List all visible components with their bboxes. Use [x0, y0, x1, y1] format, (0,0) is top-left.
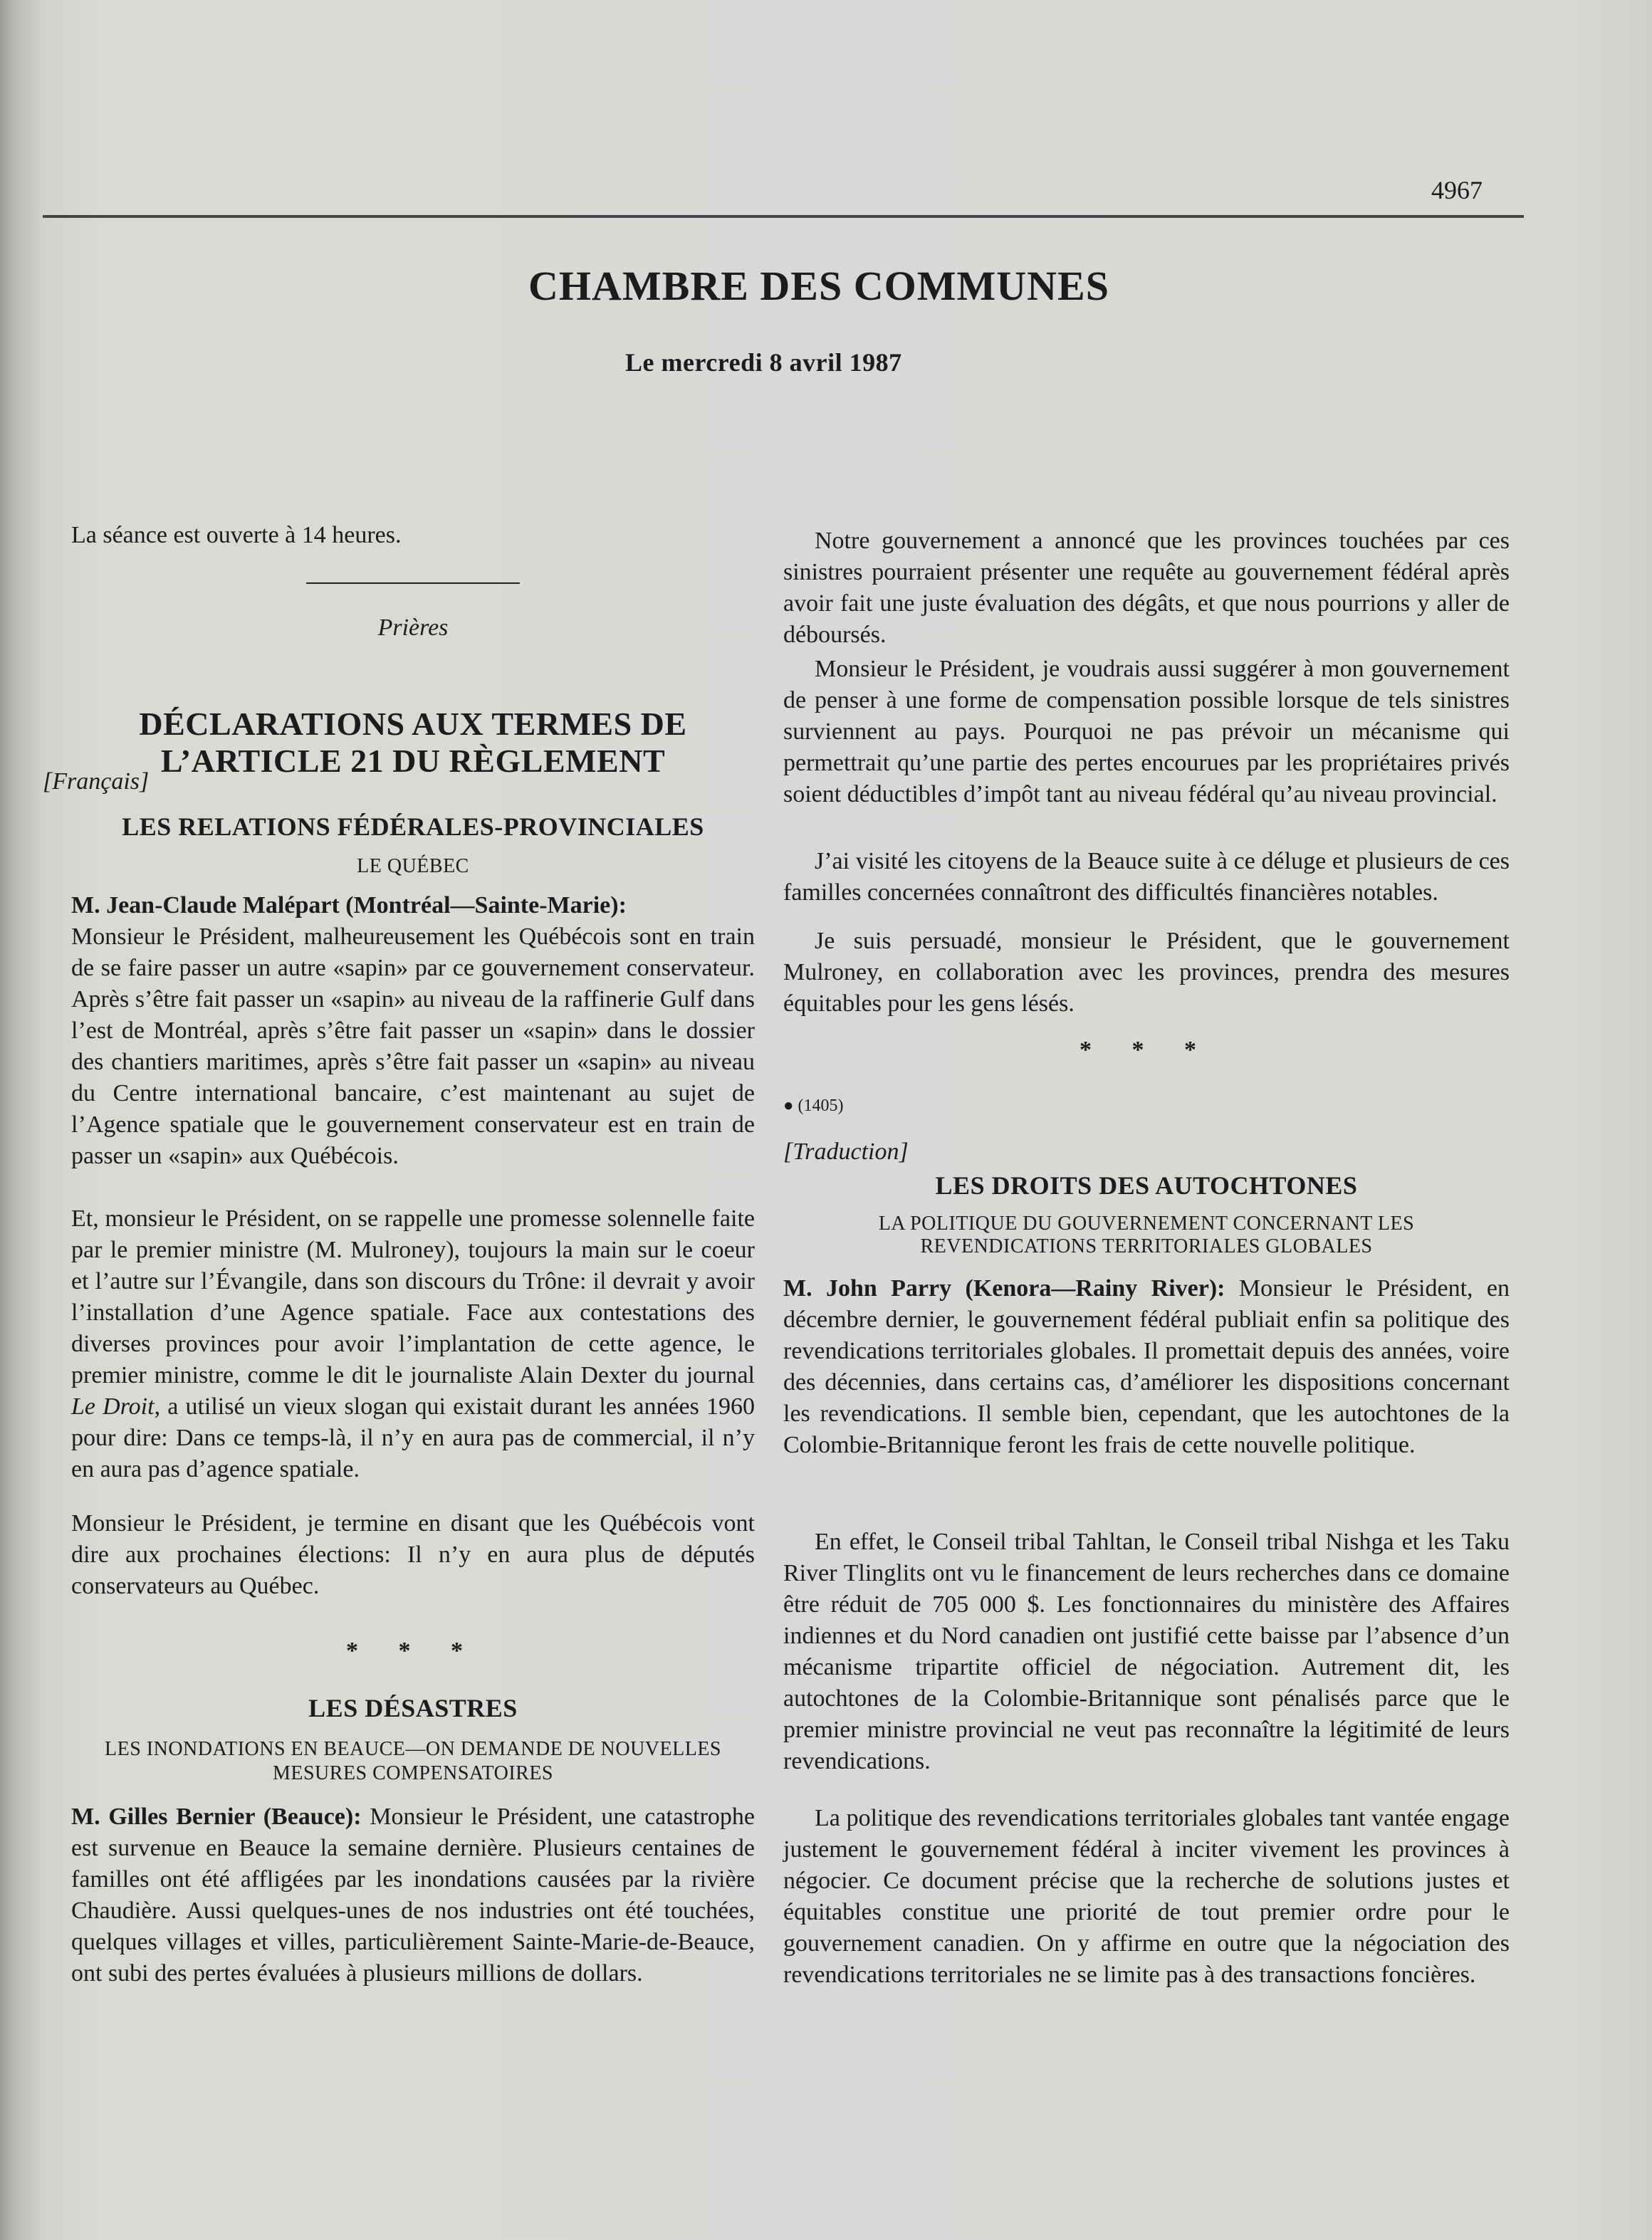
session-date: Le mercredi 8 avril 1987 — [625, 348, 902, 377]
language-tag-francais: [Français] — [43, 768, 150, 795]
topic-heading-relations: LES RELATIONS FÉDÉRALES-PROVINCIALES — [122, 812, 704, 841]
parry-paragraph-2: En effet, le Conseil tribal Tahltan, le Conseil tribal Nishga et les Taku River Tlinglits ont vu le financement de leurs recherches dans ce domaine être réduit de 705 000 $. Les fonctionnaires du ministère des Affaires indiennes et du Nord canadien ont justifié cette baisse par l’absence d’un mécanisme tripartite officiel de négociation. Autrement dit, les autochtones de la Colombie-Britannique sont pénalisés parce que le premier ministre provincial ne veut pas reconnaître la légitimité de leurs revendications. — [783, 1529, 1510, 1774]
time-marker: ● (1405) — [783, 1097, 844, 1115]
prayers-label: Prières — [377, 614, 449, 641]
bernier-paragraph-2: Notre gouvernement a annoncé que les provinces touchées par ces sinistres pourraient présenter une requête au gouvernement fédéral après avoir fait une juste évaluation des dégâts, et que nous pourrions y aller de déboursés. — [783, 528, 1510, 648]
text-run: , a utilisé un vieux slogan qui existait durant les années 1960 pour dire: Dans ce temps-là, il n’y en aura pas de commercial, il n’y en aura pas d’agence spatiale. — [71, 1393, 756, 1482]
topic-heading-autochtones: LES DROITS DES AUTOCHTONES — [935, 1171, 1358, 1200]
topic-subheading-quebec: LE QUÉBEC — [357, 855, 469, 877]
language-tag-traduction: [Traduction] — [783, 1139, 909, 1165]
parry-text: Monsieur le Président, en décembre dernier, le gouvernement fédéral publiait enfin sa politique des revendications territoriales globales. Il promettait depuis des années, voire des décennies, dans certains cas, d’améliorer les dispositions concernant les revendications. Il semble bien, cependant, que les autochtones de la Colombie-Britannique feront les frais de cette nouvelle politique. — [783, 1275, 1510, 1458]
bernier-paragraph-1 — [71, 1801, 755, 1989]
malepart-paragraph-3: Monsieur le Président, je termine en disant que les Québécois vont dire aux prochaines élections: Il n’y en aura plus de députés conservateurs au Québec. — [71, 1510, 755, 1599]
speaker-malepart: M. Jean-Claude Malépart (Montréal—Sainte-Marie): — [71, 892, 627, 918]
topic-subheading-politique-1: LA POLITIQUE DU GOUVERNEMENT CONCERNANT LES — [878, 1213, 1415, 1235]
separator-stars: * * * — [346, 1638, 480, 1664]
malepart-paragraph-2 — [71, 1203, 755, 1485]
header-rule — [43, 215, 1524, 218]
section-title-line2: L’ARTICLE 21 DU RÈGLEMENT — [160, 743, 666, 779]
topic-subheading-inondations-2: MESURES COMPENSATOIRES — [272, 1762, 554, 1784]
time-marker-text: (1405) — [798, 1097, 844, 1115]
opening-line: La séance est ouverte à 14 heures. — [71, 522, 402, 548]
speaker-parry: M. John Parry (Kenora—Rainy River): — [783, 1275, 1225, 1302]
page-number: 4967 — [1431, 176, 1483, 204]
text-run: Et, monsieur le Président, on se rappelle une promesse solennelle faite par le premier ministre (M. Mulroney), toujours la main sur le coeur et l’autre sur l’Évangile, dans son discours du Trône: il devrait y avoir l’installation d’une Agence spatiale. Face aux contestations des diverses provinces pour avoir l’implantation de cette agence, le premier ministre, comme le dit le journaliste Alain Dexter du journal — [71, 1205, 755, 1388]
bernier-text: Monsieur le Président, une catastrophe est survenue en Beauce la semaine dernière. Plusieurs centaines de familles ont été affligées par les inondations causées par la rivière Chaudière. Aussi quelques-unes de nos industries ont été touchées, quelques villages et villes, particulièrement Sainte-Marie-de-Beauce, ont subi des pertes évaluées à plusieurs millions de dollars. — [71, 1804, 756, 1987]
bernier-paragraph-4: J’ai visité les citoyens de la Beauce suite à ce déluge et plusieurs de ces familles concernées connaîtront des difficultés financières notables. — [783, 848, 1510, 906]
malepart-paragraph-1: Monsieur le Président, malheureusement les Québécois sont en train de se faire passer un autre «sapin» par ce gouvernement conservateur. Après s’être fait passer un «sapin» au niveau de la raffinerie Gulf dans l’est de Montréal, après s’être fait passer un «sapin» dans le dossier des chantiers maritimes, après s’être fait passer un «sapin» au niveau du Centre international bancaire, c’est maintenant au sujet de l’Agence spatiale que le gouvernement conservateur est en train de passer un «sapin» aux Québécois. — [71, 923, 755, 1169]
topic-subheading-inondations-1: LES INONDATIONS EN BEAUCE—ON DEMANDE DE NOUVELLES — [105, 1738, 721, 1760]
bernier-paragraph-5: Je suis persuadé, monsieur le Président, que le gouvernement Mulroney, en collaboration avec les provinces, prendra des mesures équitables pour les gens lésés. — [783, 928, 1510, 1017]
topic-heading-desastres: LES DÉSASTRES — [308, 1694, 518, 1722]
chamber-title: CHAMBRE DES COMMUNES — [528, 263, 1109, 309]
parry-paragraph-1 — [783, 1273, 1510, 1461]
parry-paragraph-3: La politique des revendications territoriales globales tant vantée engage justement le gouvernement fédéral à inciter vivement les provinces à négocier. Ce document précise que la recherche de solutions justes et équitables constitue une priorité de tout premier ordre pour le gouvernement canadien. On y affirme en outre que la négociation des revendications territoriales ne se limite pas à des transactions foncières. — [783, 1805, 1510, 1988]
section-title-line1: DÉCLARATIONS AUX TERMES DE — [139, 706, 687, 742]
bernier-paragraph-3: Monsieur le Président, je voudrais aussi suggérer à mon gouvernement de penser à une forme de compensation possible lorsque de tels sinistres surviennent au pays. Pourquoi ne pas prévoir un mécanisme qui permettrait qu’une partie des pertes encourues par les propriétaires privés soient déductibles d’impôt tant au niveau fédéral qu’au niveau provincial. — [783, 656, 1510, 807]
divider — [306, 582, 520, 584]
topic-subheading-politique-2: REVENDICATIONS TERRITORIALES GLOBALES — [920, 1235, 1373, 1257]
journal-name: Le Droit — [71, 1393, 155, 1420]
speaker-bernier: M. Gilles Bernier (Beauce): — [71, 1804, 362, 1830]
separator-stars: * * * — [1079, 1037, 1213, 1063]
